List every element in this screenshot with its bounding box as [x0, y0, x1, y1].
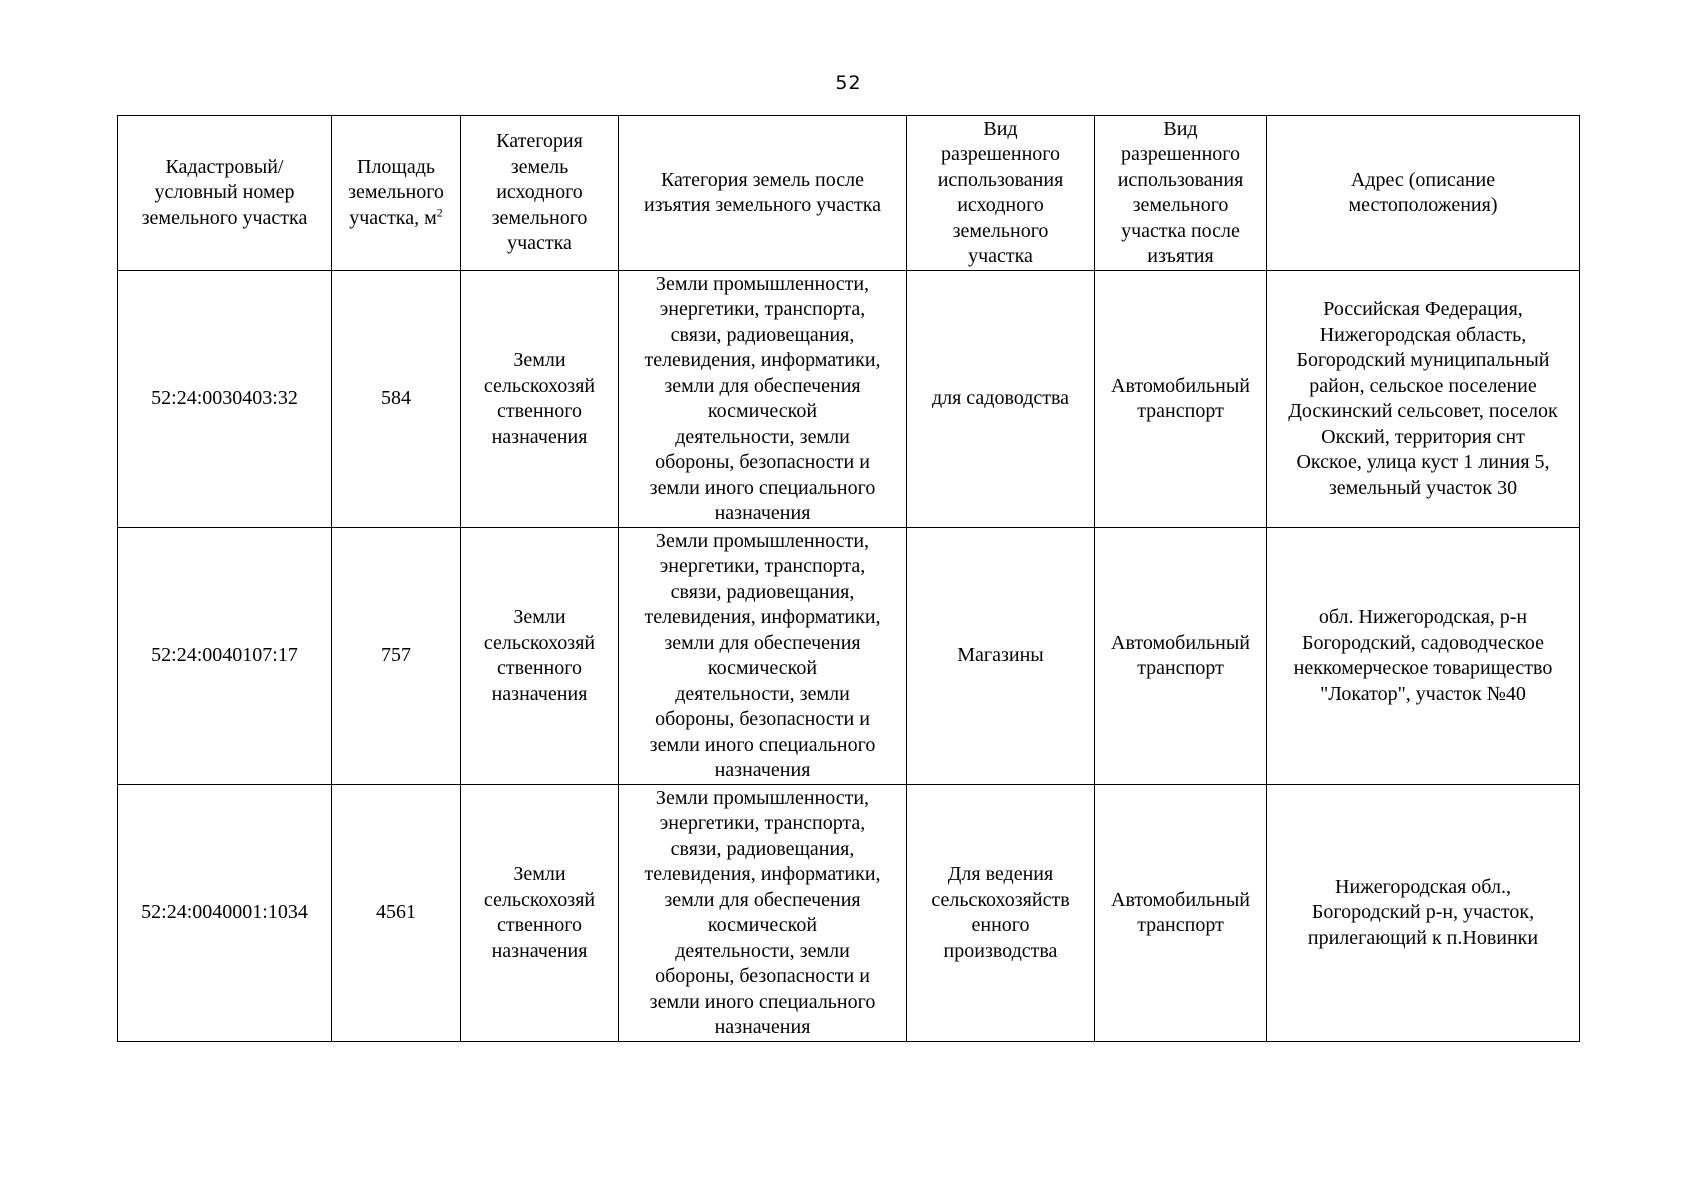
cell-address: обл. Нижегородская, р-н Богородский, садоводческое неккомерческое товарищество "Локатор", участок №40: [1267, 528, 1580, 785]
cell-area: 584: [332, 271, 461, 528]
header-address: Адрес (описание местоположения): [1267, 116, 1580, 271]
header-area-unit-superscript: 2: [436, 205, 443, 220]
header-category-original: Категория земель исходного земельного участка: [461, 116, 619, 271]
land-plots-table: [117, 115, 1580, 1042]
page-number: 52: [835, 72, 862, 94]
cell-use-original: Для ведения сельскохозяйств енного производства: [907, 785, 1095, 1042]
cell-address: Нижегородская обл., Богородский р-н, участок, прилегающий к п.Новинки: [1267, 785, 1580, 1042]
header-use-original: Вид разрешенного использования исходного земельного участка: [907, 116, 1095, 271]
cell-cadastral-number: 52:24:0040001:1034: [118, 785, 332, 1042]
cell-category-after: Земли промышленности, энергетики, транспорта, связи, радиовещания, телевидения, информатики, земли для обеспечения космической деятельности, земли обороны, безопасности и земли иного специального назначения: [619, 785, 907, 1042]
table-row: [118, 528, 1580, 785]
header-cadastral-number: Кадастровый/ условный номер земельного участка: [118, 116, 332, 271]
header-area: [332, 116, 461, 271]
cell-use-after: Автомобильный транспорт: [1095, 271, 1267, 528]
cell-use-after: Автомобильный транспорт: [1095, 785, 1267, 1042]
cell-cadastral-number: 52:24:0040107:17: [118, 528, 332, 785]
cell-category-original: Земли сельскохозяй ственного назначения: [461, 271, 619, 528]
cell-use-original: Магазины: [907, 528, 1095, 785]
table-row: [118, 271, 1580, 528]
cell-cadastral-number: 52:24:0030403:32: [118, 271, 332, 528]
cell-category-original: Земли сельскохозяй ственного назначения: [461, 528, 619, 785]
header-category-after: Категория земель после изъятия земельного участка: [619, 116, 907, 271]
cell-category-after: Земли промышленности, энергетики, транспорта, связи, радиовещания, телевидения, информатики, земли для обеспечения космической деятельности, земли обороны, безопасности и земли иного специального назначения: [619, 528, 907, 785]
header-use-after: Вид разрешенного использования земельного участка после изъятия: [1095, 116, 1267, 271]
cell-use-after: Автомобильный транспорт: [1095, 528, 1267, 785]
cell-area: 4561: [332, 785, 461, 1042]
table-row: [118, 785, 1580, 1042]
cell-address: Российская Федерация, Нижегородская область, Богородский муниципальный район, сельское поселение Доскинский сельсовет, поселок Окский, территория снт Окское, улица куст 1 линия 5, земельный участок 30: [1267, 271, 1580, 528]
cell-category-after: Земли промышленности, энергетики, транспорта, связи, радиовещания, телевидения, информатики, земли для обеспечения космической деятельности, земли обороны, безопасности и земли иного специального назначения: [619, 271, 907, 528]
cell-area: 757: [332, 528, 461, 785]
cell-use-original: для садоводства: [907, 271, 1095, 528]
header-area-label: Площадь земельного участка, м: [348, 155, 444, 229]
cell-category-original: Земли сельскохозяй ственного назначения: [461, 785, 619, 1042]
table-header-row: [118, 116, 1580, 271]
